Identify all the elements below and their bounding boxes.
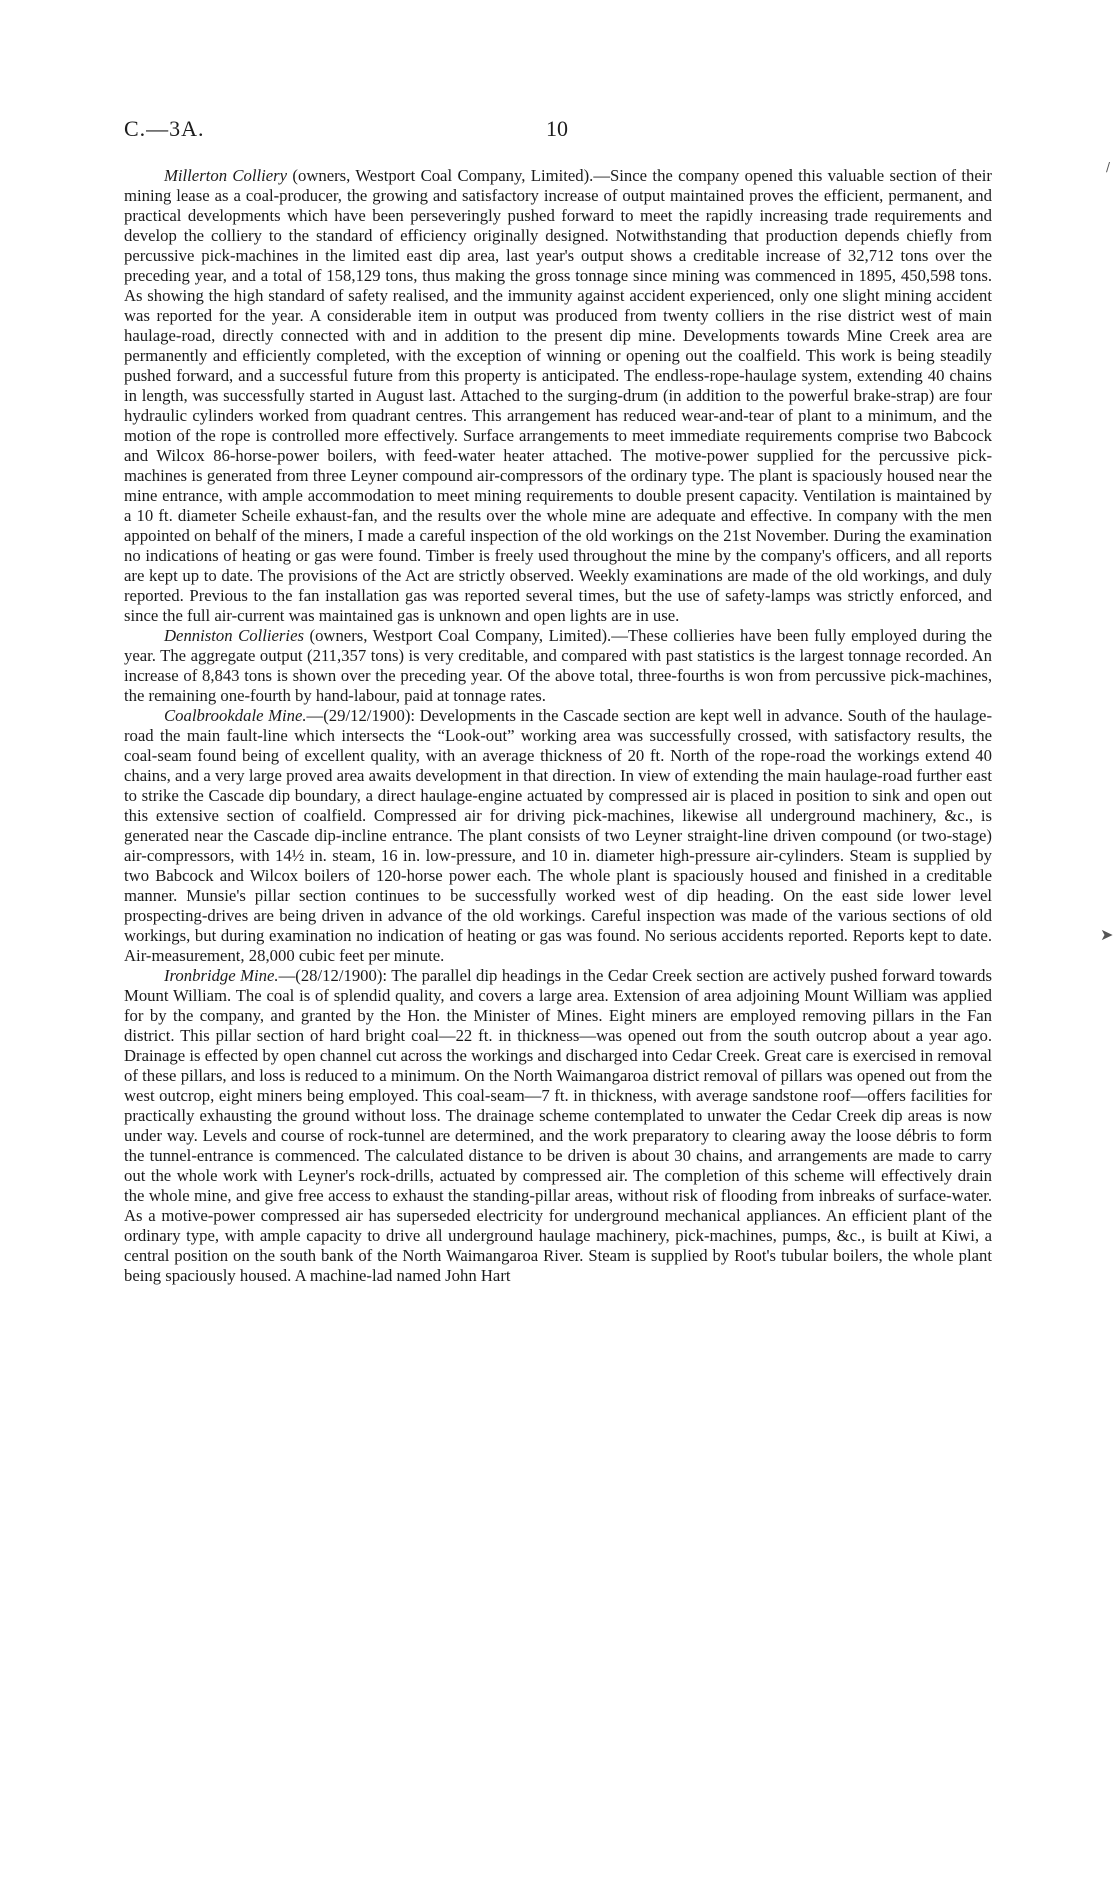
paragraph-denniston <box>124 626 992 706</box>
page-header <box>124 116 990 146</box>
page-body <box>124 166 992 1286</box>
margin-arrow-icon: ➤ <box>1100 925 1114 944</box>
document-reference: C.—3A. <box>124 116 205 141</box>
paragraph-title: Coalbrookdale Mine. <box>164 706 307 725</box>
paragraph-text: —(28/12/1900): The parallel dip headings in the Cedar Creek section are actively pushed forward towards Mount William. The coal is of splendid quality, and covers a large area. Extension of area adjoining Mount William was applied for by the company, and granted by the Hon. the Minister of Mines. Eight miners are employed removing pillars in the Fan district. This pillar section of hard bright coal—22 ft. in thickness—was opened out from the south outcrop about a year ago. Drainage is effected by open channel cut across the workings and discharged into Cedar Creek. Great care is exercised in removal of these pillars, and loss is reduced to a minimum. On the North Waimangaroa district removal of pillars was opened out from the west outcrop, eight miners being employed. This coal-seam—7 ft. in thickness, with average sandstone roof—offers facilities for practically exhausting the ground without loss. The drainage scheme contemplated to unwater the Cedar Creek dip areas is now under way. Levels and course of rock-tunnel are determined, and the work preparatory to clearing away the loose débris to form the tunnel-entrance is commenced. The calculated distance to be driven is about 30 chains, and arrangements are made to carry out the whole work with Leyner's rock-drills, actuated by compressed air. The completion of this scheme will effectively drain the whole mine, and give free access to exhaust the standing-pillar areas, without risk of flooding from inbreaks of surface-water. As a motive-power compressed air has superseded electricity for underground mechanical appliances. An efficient plant of the ordinary type, with ample capacity to drive all underground haulage machinery, pick-machines, pumps, &c., is built at Kiwi, a central position on the south bank of the North Waimangaroa River. Steam is supplied by Root's tubular boilers, the whole plant being spaciously housed. A machine-lad named John Hart <box>124 966 992 1285</box>
paragraph-ironbridge <box>124 966 992 1286</box>
paragraph-title: Ironbridge Mine. <box>164 966 279 985</box>
paragraph-title: Denniston Collieries <box>164 626 304 645</box>
paragraph-text: (owners, Westport Coal Company, Limited).—These collieries have been fully employed during the year. The aggregate output (211,357 tons) is very creditable, and compared with past statistics is the largest tonnage recorded. An increase of 8,843 tons is shown over the preceding year. Of the above total, three-fourths is won from percussive pick-machines, the remaining one-fourth by hand-labour, paid at tonnage rates. <box>124 626 992 705</box>
paragraph-text: (owners, Westport Coal Company, Limited).—Since the company opened this valuable section of their mining lease as a coal-producer, the growing and satisfactory increase of output maintained proves the efficient, permanent, and practical developments which have been perseveringly pushed forward to meet the rapidly increasing trade requirements and develop the colliery to the standard of efficiency originally designed. Notwithstanding that production depends chiefly from percussive pick-machines in the limited east dip area, last year's output shows a creditable increase of 32,712 tons over the preceding year, and a total of 158,129 tons, thus making the gross tonnage since mining was commenced in 1895, 450,598 tons. As showing the high standard of safety realised, and the immunity against accident experienced, only one slight mining accident was reported for the year. A considerable item in output was produced from twenty colliers in the rise district west of main haulage-road, directly connected with and in addition to the present dip mine. Developments towards Mine Creek area are permanently and efficiently completed, with the exception of winning or opening out the coalfield. This work is being steadily pushed forward, and a successful future from this property is anticipated. The endless-rope-haulage system, extending 40 chains in length, was successfully started in August last. Attached to the surging-drum (in addition to the powerful brake-strap) are four hydraulic cylinders worked from quadrant centres. This arrangement has reduced wear-and-tear of plant to a minimum, and the motion of the rope is controlled more effectively. Surface arrangements to meet immediate requirements comprise two Babcock and Wilcox 86-horse-power boilers, with feed-water heater attached. The motive-power supplied for the percussive pick-machines is generated from three Leyner compound air-compressors of the ordinary type. The plant is spaciously housed near the mine entrance, with ample accommodation to meet mining requirements to double present capacity. Ventilation is maintained by a 10 ft. diameter Scheile exhaust-fan, and the results over the whole mine are adequate and effective. In company with the men appointed on behalf of the miners, I made a careful inspection of the old workings on the 21st November. During the examination no indications of heating or gas were found. Timber is freely used throughout the mine by the company's officers, and all reports are kept up to date. The provisions of the Act are strictly observed. Weekly examinations are made of the old workings, and duly reported. Previous to the fan installation gas was reported several times, but the use of safety-lamps was strictly enforced, and since the full air-current was maintained gas is unknown and open lights are in use. <box>124 166 992 625</box>
paragraph-title: Millerton Colliery <box>164 166 288 185</box>
paragraph-text: —(29/12/1900): Developments in the Cascade section are kept well in advance. South of the haulage-road the main fault-line which intersects the “Look-out” working area was successfully crossed, with satisfactory results, the coal-seam found being of excellent quality, with an average thickness of 20 ft. North of the rope-road the workings extend 40 chains, and a very large proved area awaits development in that direction. In view of extending the main haulage-road further east to strike the Cascade dip boundary, a direct haulage-engine actuated by compressed air is placed in position to sink and open out this extensive section of coalfield. Compressed air for driving pick-machines, likewise all underground machinery, &c., is generated near the Cascade dip-incline entrance. The plant consists of two Leyner straight-line driven compound (or two-stage) air-compressors, with 14½ in. steam, 16 in. low-pressure, and 10 in. diameter high-pressure air-cylinders. Steam is supplied by two Babcock and Wilcox boilers of 120-horse power each. The whole plant is spaciously housed and finished in a creditable manner. Munsie's pillar section continues to be successfully worked west of dip heading. On the east side lower level prospecting-drives are being driven in advance of the old workings. Careful inspection was made of the various sections of old workings, but during examination no indication of heating or gas was found. No serious accidents reported. Reports kept to date. Air-measurement, 28,000 cubic feet per minute. <box>124 706 993 965</box>
margin-mark: / <box>1106 160 1111 174</box>
paragraph-coalbrookdale <box>124 706 992 966</box>
paragraph-millerton <box>124 166 992 626</box>
page-number: 10 <box>546 116 568 141</box>
